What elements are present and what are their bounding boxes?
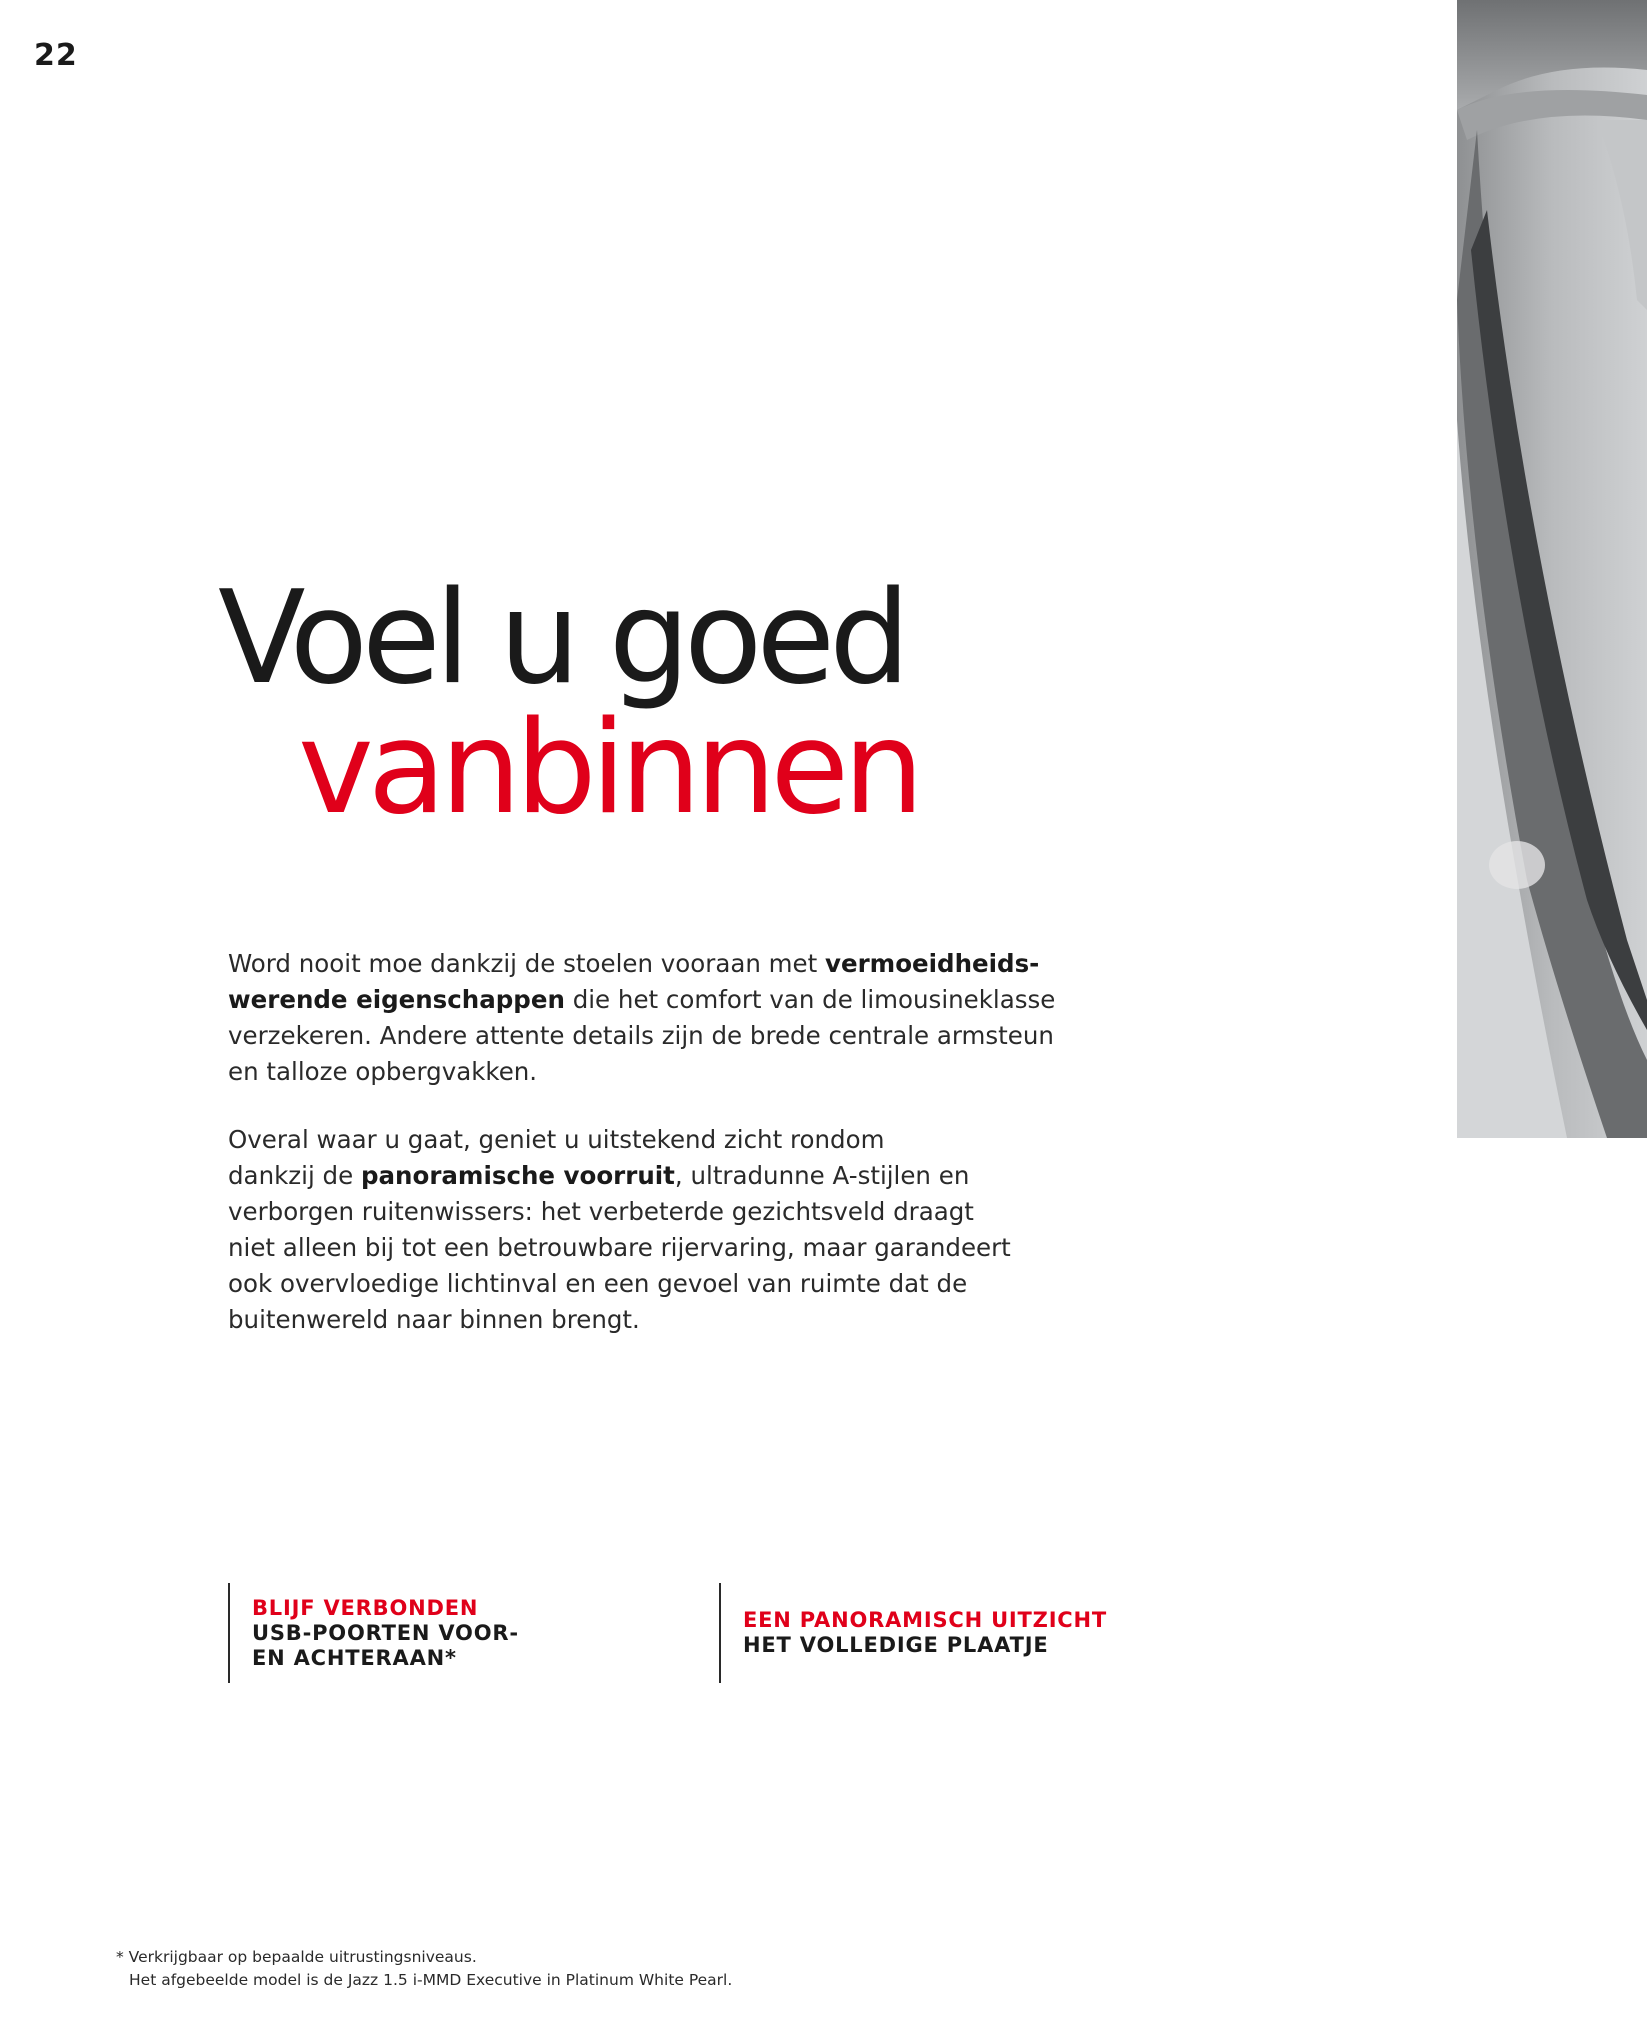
footnote-line-2: Het afgebeelde model is de Jazz 1.5 i-MMD Executive in Platinum White Pearl. [129, 1971, 733, 1989]
feature-connectivity [228, 1583, 688, 1683]
feature-subtitle: HET VOLLEDIGE PLAATJE [743, 1633, 1049, 1657]
body-text: , ultradunne A-stijlen en [674, 1161, 970, 1190]
body-text: Word nooit moe dankzij de stoelen vooraan met [228, 949, 825, 978]
page-number: 22 [34, 38, 78, 73]
body-text: dankzij de [228, 1161, 361, 1190]
body-text: verzekeren. Andere attente details zijn de brede centrale armsteun [228, 1021, 1054, 1050]
body-paragraph-1 [228, 946, 1088, 1090]
footnote [116, 1946, 732, 1992]
footnote-line-1: * Verkrijgbaar op bepaalde uitrustingsniveaus. [116, 1948, 477, 1966]
body-text: en talloze opbergvakken. [228, 1057, 538, 1086]
body-text: niet alleen bij tot een betrouwbare rijervaring, maar garandeert [228, 1233, 1011, 1262]
body-text: die het comfort van de limousineklasse [564, 985, 1056, 1014]
feature-title: BLIJF VERBONDEN [252, 1595, 479, 1620]
body-emphasis: vermoeidheids- [825, 949, 1040, 978]
body-copy [228, 946, 1088, 1370]
headline-line-2: vanbinnen [298, 694, 919, 843]
body-text: buitenwereld naar binnen brengt. [228, 1305, 640, 1334]
feature-subtitle: EN ACHTERAAN* [252, 1645, 457, 1670]
feature-panoramic-view [719, 1583, 1199, 1683]
feature-title: EEN PANORAMISCH UITZICHT [743, 1608, 1108, 1632]
body-emphasis: werende eigenschappen [228, 985, 565, 1014]
body-paragraph-2 [228, 1122, 1088, 1338]
headline-line-1: Voel u goed [218, 564, 905, 713]
body-text: verborgen ruitenwissers: het verbeterde gezichtsveld draagt [228, 1197, 974, 1226]
body-text: ook overvloedige lichtinval en een gevoel van ruimte dat de [228, 1269, 968, 1298]
body-text: Overal waar u gaat, geniet u uitstekend zicht rondom [228, 1125, 885, 1154]
car-seat-photo [1457, 0, 1647, 1138]
car-seat-illustration [1457, 0, 1647, 1138]
headline [218, 564, 919, 843]
feature-subtitle: USB-POORTEN VOOR- [252, 1620, 519, 1645]
body-emphasis: panoramische voorruit [360, 1161, 675, 1190]
